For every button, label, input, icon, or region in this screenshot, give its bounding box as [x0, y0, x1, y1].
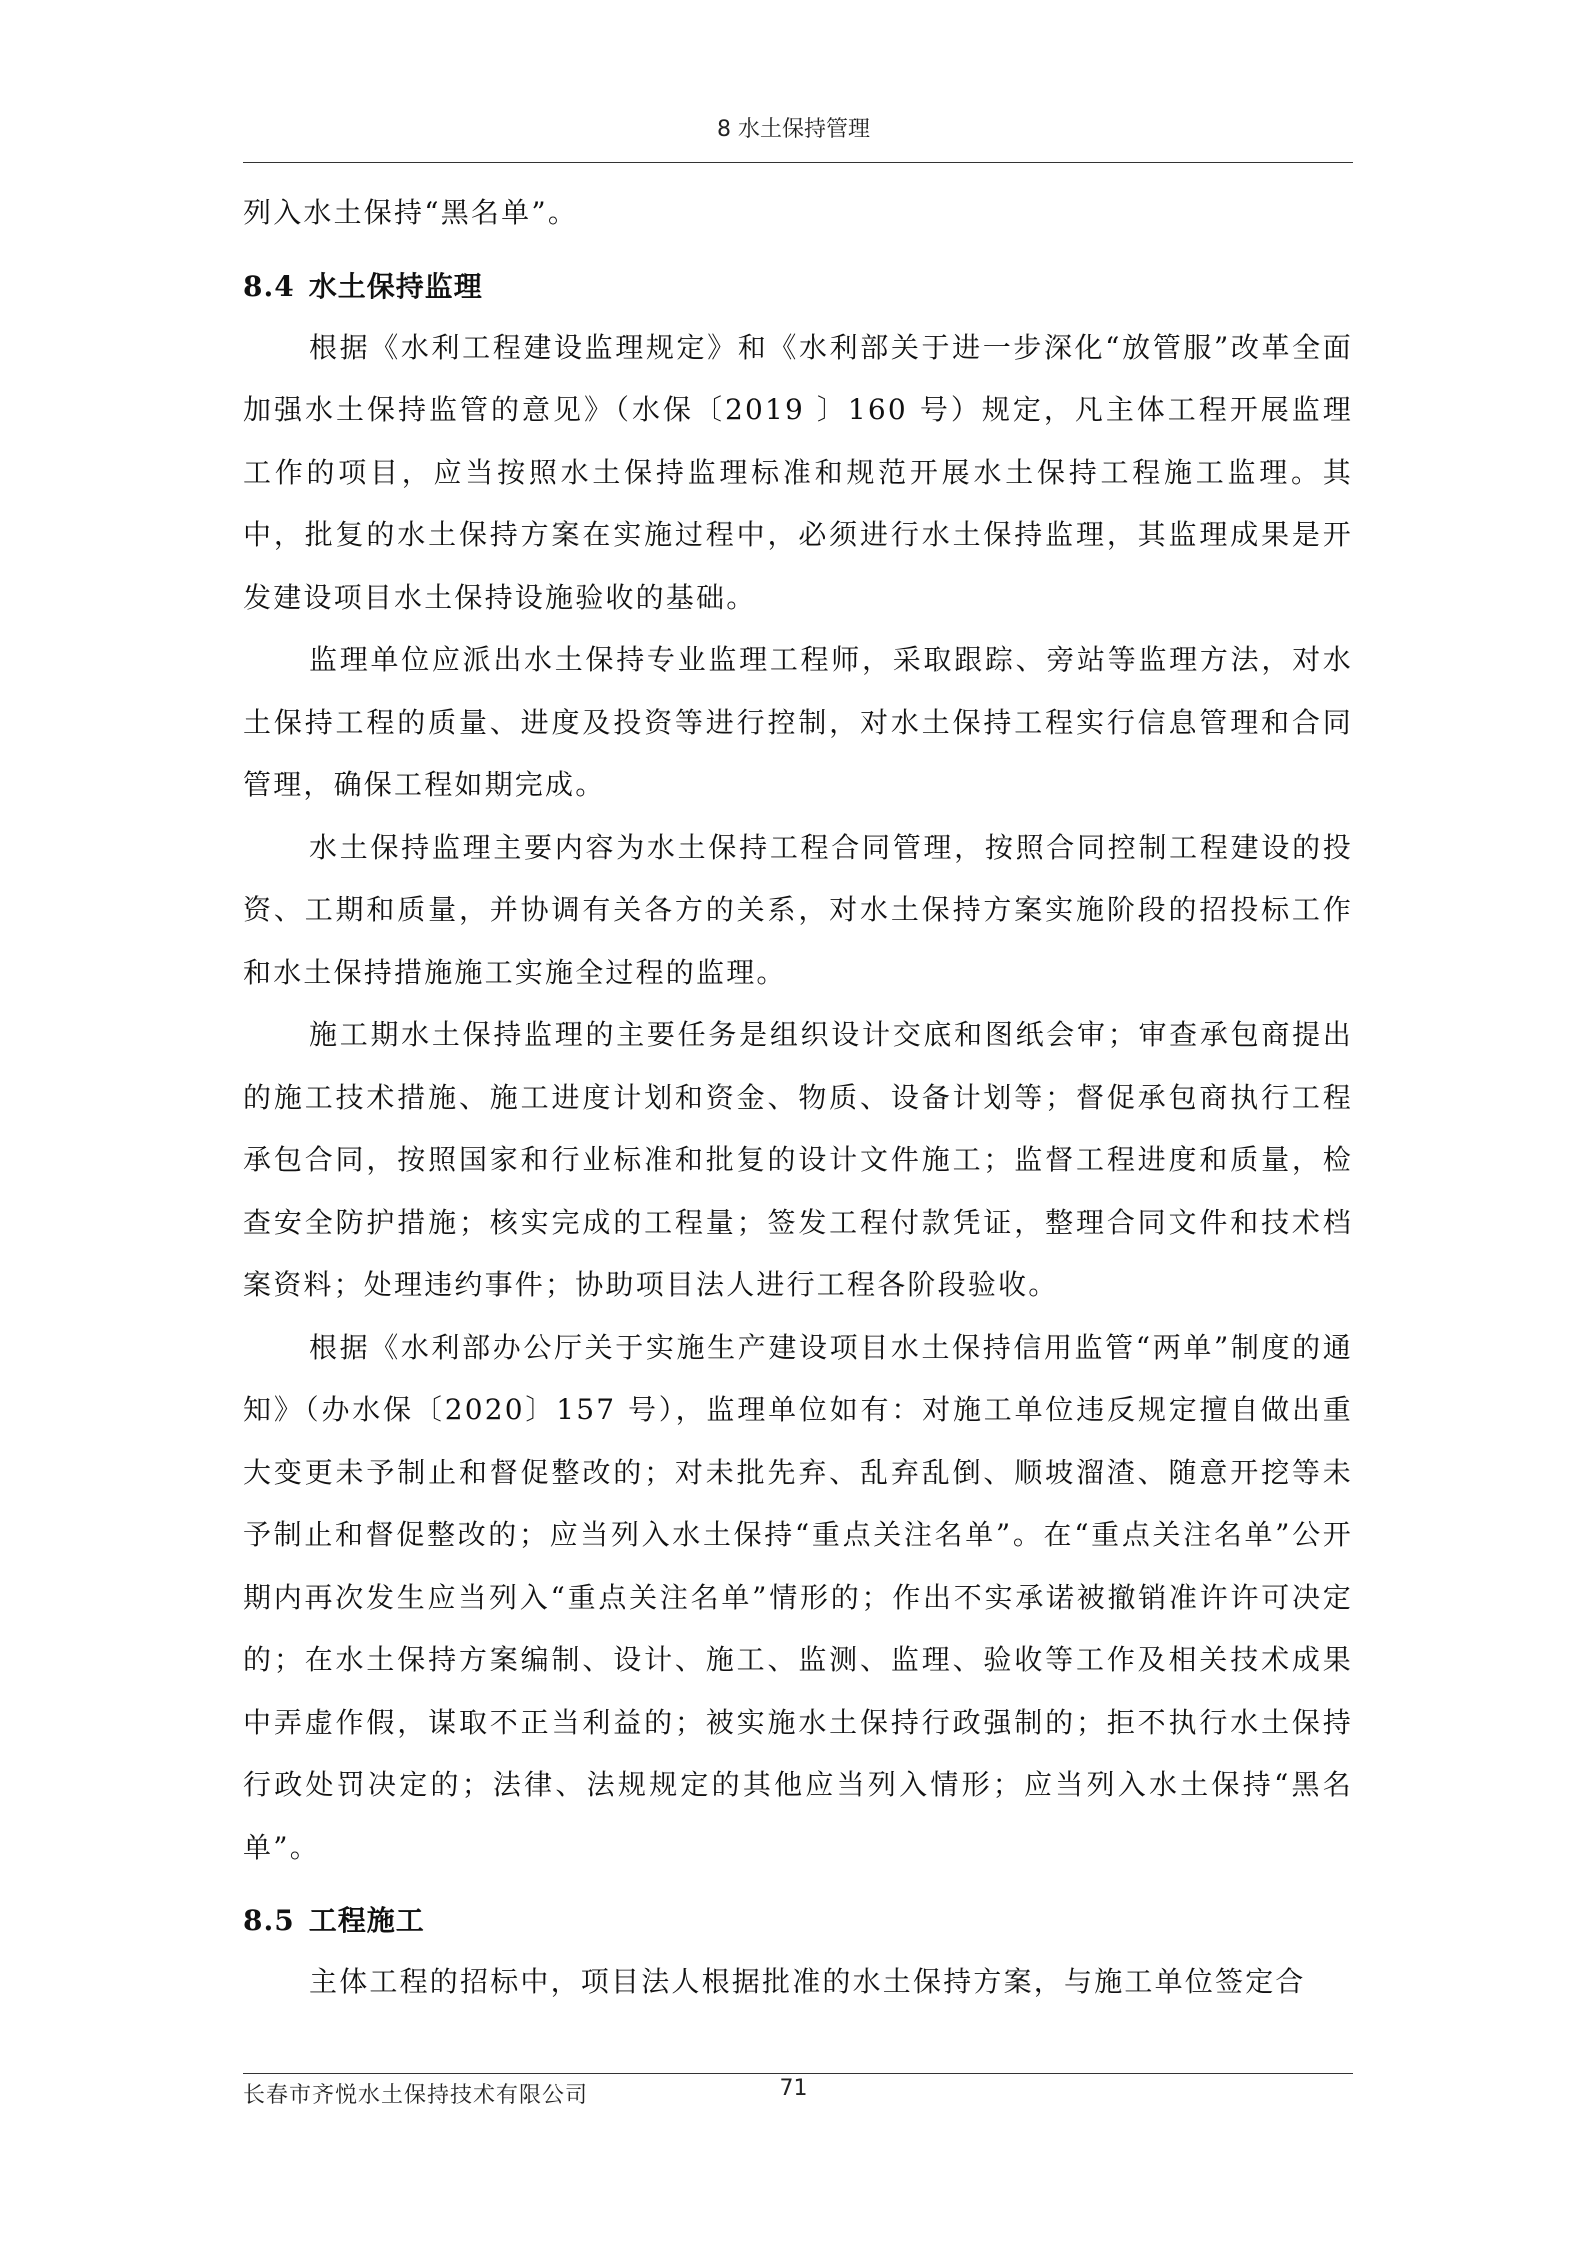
- paragraph-continuation: 列入水土保持“黑名单”。: [243, 196, 579, 229]
- header-divider: [243, 162, 1353, 163]
- footer-company-name: 长春市齐悦水土保持技术有限公司: [243, 2083, 589, 2108]
- section-title: 水土保持监理: [308, 269, 483, 303]
- section-number: 8.4: [243, 269, 295, 303]
- page-number: 71: [779, 2076, 808, 2101]
- running-header: 8 水土保持管理: [717, 117, 870, 142]
- section-heading-8-5: [243, 1879, 1353, 1951]
- paragraph-supervision-unit: 监理单位应派出水土保持专业监理工程师，采取跟踪、旁站等监理方法，对水土保持工程的质量、进度及投资等进行控制，对水土保持工程实行信息管理和合同管理，确保工程如期完成。: [243, 643, 1353, 801]
- paragraph-supervision-content: 水土保持监理主要内容为水土保持工程合同管理，按照合同控制工程建设的投资、工期和质量，并协调有关各方的关系，对水土保持方案实施阶段的招投标工作和水土保持措施施工实施全过程的监理。: [243, 830, 1353, 989]
- section-title: 工程施工: [308, 1904, 425, 1937]
- paragraph-credit-supervision: 根据《水利部办公厅关于实施生产建设项目水土保持信用监管“两单”制度的通知》（办水保〔2020〕157 号），监理单位如有：对施工单位违反规定擅自做出重大变更未予制止和督促整改的；对未批先弃、乱弃乱倒、顺坡溜渣、随意开挖等未予制止和督促整改的；应当列入水土保持“重点关注名单”。在“重点关注名单”公开期内再次发生应当列入“重点关注名单”情形的；作出不实承诺被撤销准许许可决定的；在水土保持方案编制、设计、施工、监测、监理、验收等工作及相关技术成果中弄虚作假，谋取不正当利益的；被实施水土保持行政强制的；拒不执行水土保持行政处罚决定的；法律、法规规定的其他应当列入情形；应当列入水土保持“黑名单”。: [243, 1330, 1353, 1864]
- section-number: 8.5: [243, 1904, 295, 1937]
- page-content: [243, 182, 1353, 2014]
- paragraph-engineering-construction: 主体工程的招标中，项目法人根据批准的水土保持方案，与施工单位签定合: [309, 1965, 1306, 1998]
- paragraph-construction-tasks: 施工期水土保持监理的主要任务是组织设计交底和图纸会审；审查承包商提出的施工技术措施、施工进度计划和资金、物质、设备计划等；督促承包商执行工程承包合同，按照国家和行业标准和批复的设计文件施工；监督工程进度和质量，检查安全防护措施；核实完成的工程量；签发工程付款凭证，整理合同文件和技术档案资料；处理违约事件；协助项目法人进行工程各阶段验收。: [243, 1018, 1353, 1301]
- paragraph-supervision-regulation: 根据《水利工程建设监理规定》和《水利部关于进一步深化“放管服”改革全面加强水土保持监管的意见》（水保〔2019 〕160 号）规定，凡主体工程开展监理工作的项目，应当按照水土保持监理标准和规范开展水土保持工程施工监理。其中，批复的水土保持方案在实施过程中，必须进行水土保持监理，其监理成果是开发建设项目水土保持设施验收的基础。: [243, 330, 1353, 614]
- footer-divider: [243, 2073, 1353, 2074]
- section-heading-8-4: [243, 245, 1353, 317]
